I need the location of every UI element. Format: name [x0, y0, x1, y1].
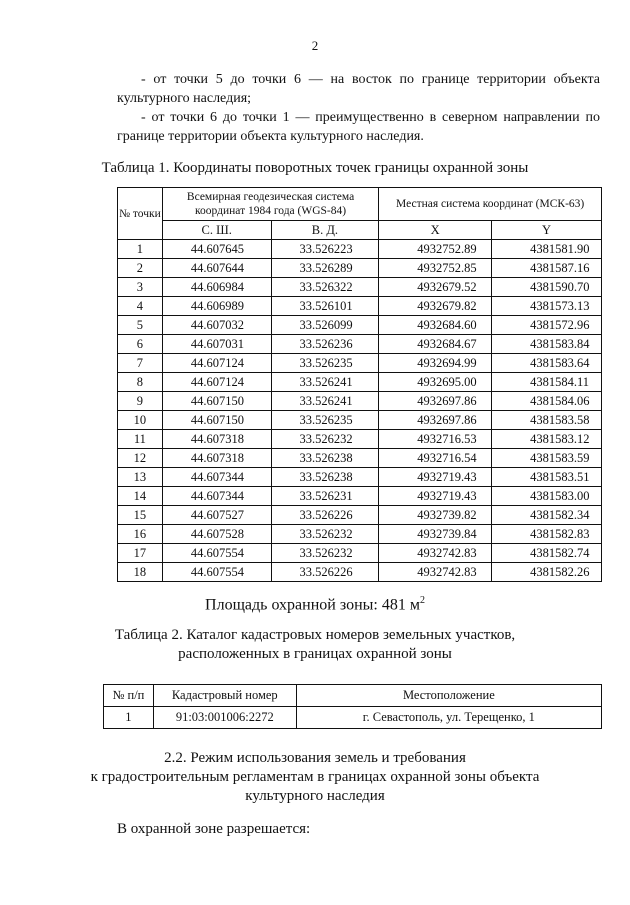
y-coordinate: 4381583.00	[492, 487, 602, 506]
table2-caption-line1: Таблица 2. Каталог кадастровых номеров земельных участков,	[114, 627, 516, 643]
point-number: 16	[118, 525, 163, 544]
longitude: 33.526099	[271, 316, 379, 335]
point-number: 14	[118, 487, 163, 506]
section-title-line3: культурного наследия	[245, 788, 385, 804]
latitude: 44.607124	[162, 354, 271, 373]
longitude: 33.526232	[271, 544, 379, 563]
longitude: 33.526226	[271, 563, 379, 582]
latitude: 44.607554	[162, 563, 271, 582]
header-msk: Местная система координат (МСК-63)	[379, 188, 602, 221]
point-number: 7	[118, 354, 163, 373]
longitude: 33.526236	[271, 335, 379, 354]
x-coordinate: 4932684.60	[379, 316, 492, 335]
table2-caption-line2: расположенных в границах охранной зоны	[178, 646, 452, 662]
y-coordinate: 4381583.12	[492, 430, 602, 449]
latitude: 44.607318	[162, 430, 271, 449]
latitude: 44.607645	[162, 240, 271, 259]
latitude: 44.607150	[162, 411, 271, 430]
subheader-y: Y	[492, 221, 602, 240]
latitude: 44.607344	[162, 487, 271, 506]
latitude: 44.607032	[162, 316, 271, 335]
table-row	[118, 392, 602, 411]
table-row	[118, 449, 602, 468]
y-coordinate: 4381583.58	[492, 411, 602, 430]
area-text: Площадь охранной зоны: 481 $м^2$	[205, 595, 425, 614]
longitude: 33.526238	[271, 449, 379, 468]
y-coordinate: 4381583.59	[492, 449, 602, 468]
x-coordinate: 4932695.00	[379, 373, 492, 392]
table1-caption: Таблица 1. Координаты поворотных точек границы охранной зоны	[101, 160, 529, 176]
table-row	[118, 430, 602, 449]
longitude: 33.526322	[271, 278, 379, 297]
longitude: 33.526223	[271, 240, 379, 259]
point-number: 18	[118, 563, 163, 582]
latitude: 44.607644	[162, 259, 271, 278]
latitude: 44.606984	[162, 278, 271, 297]
point-number: 5	[118, 316, 163, 335]
y-coordinate: 4381590.70	[492, 278, 602, 297]
point-number: 17	[118, 544, 163, 563]
point-number: 12	[118, 449, 163, 468]
coordinates-table	[117, 187, 602, 582]
x-coordinate: 4932679.52	[379, 278, 492, 297]
table-row	[118, 506, 602, 525]
x-coordinate: 4932716.54	[379, 449, 492, 468]
y-coordinate: 4381583.64	[492, 354, 602, 373]
row-location: г. Севастополь, ул. Терещенко, 1	[296, 707, 601, 729]
point-number: 11	[118, 430, 163, 449]
page-number: 2	[311, 38, 319, 53]
point-number: 6	[118, 335, 163, 354]
longitude: 33.526238	[271, 468, 379, 487]
point-number: 1	[118, 240, 163, 259]
latitude: 44.607528	[162, 525, 271, 544]
x-coordinate: 4932697.86	[379, 392, 492, 411]
x-coordinate: 4932752.89	[379, 240, 492, 259]
subheader-lon: В. Д.	[271, 221, 379, 240]
table-row	[118, 525, 602, 544]
longitude: 33.526232	[271, 525, 379, 544]
y-coordinate: 4381572.96	[492, 316, 602, 335]
table-row	[118, 335, 602, 354]
x-coordinate: 4932684.67	[379, 335, 492, 354]
point-number: 3	[118, 278, 163, 297]
table-row	[118, 563, 602, 582]
row-index: 1	[104, 707, 154, 729]
y-coordinate: 4381583.84	[492, 335, 602, 354]
latitude: 44.607344	[162, 468, 271, 487]
longitude: 33.526231	[271, 487, 379, 506]
header-point-no: № точки	[118, 188, 163, 240]
row-cadastral: 91:03:001006:2272	[153, 707, 296, 729]
longitude: 33.526235	[271, 354, 379, 373]
section-title-line1: 2.2. Режим использования земель и требования	[164, 750, 466, 766]
point-number: 4	[118, 297, 163, 316]
point-number: 13	[118, 468, 163, 487]
paragraph-2: - от точки 6 до точки 1 — преимущественно в северном направлении по границе территории объекта культурного наследия.	[117, 110, 600, 144]
x-coordinate: 4932679.82	[379, 297, 492, 316]
x-coordinate: 4932716.53	[379, 430, 492, 449]
point-number: 15	[118, 506, 163, 525]
y-coordinate: 4381573.13	[492, 297, 602, 316]
longitude: 33.526226	[271, 506, 379, 525]
y-coordinate: 4381582.26	[492, 563, 602, 582]
longitude: 33.526241	[271, 392, 379, 411]
x-coordinate: 4932719.43	[379, 487, 492, 506]
table-row	[118, 316, 602, 335]
longitude: 33.526241	[271, 373, 379, 392]
x-coordinate: 4932697.86	[379, 411, 492, 430]
final-paragraph: В охранной зоне разрешается:	[117, 821, 311, 837]
table-row	[118, 373, 602, 392]
latitude: 44.606989	[162, 297, 271, 316]
point-number: 9	[118, 392, 163, 411]
latitude: 44.607527	[162, 506, 271, 525]
subheader-x: X	[379, 221, 492, 240]
latitude: 44.607150	[162, 392, 271, 411]
table-row	[118, 278, 602, 297]
x-coordinate: 4932742.83	[379, 563, 492, 582]
y-coordinate: 4381584.06	[492, 392, 602, 411]
table-row	[118, 259, 602, 278]
table-row	[118, 411, 602, 430]
header-wgs: Всемирная геодезическая система координат 1984 года (WGS-84)	[162, 188, 378, 221]
y-coordinate: 4381583.51	[492, 468, 602, 487]
table-row	[118, 354, 602, 373]
longitude: 33.526235	[271, 411, 379, 430]
latitude: 44.607031	[162, 335, 271, 354]
y-coordinate: 4381582.74	[492, 544, 602, 563]
table-row	[118, 487, 602, 506]
header-cadastral: Кадастровый номер	[153, 685, 296, 707]
latitude: 44.607318	[162, 449, 271, 468]
longitude: 33.526289	[271, 259, 379, 278]
table-row	[118, 468, 602, 487]
point-number: 10	[118, 411, 163, 430]
latitude: 44.607124	[162, 373, 271, 392]
x-coordinate: 4932752.85	[379, 259, 492, 278]
subheader-lat: С. Ш.	[162, 221, 271, 240]
point-number: 2	[118, 259, 163, 278]
x-coordinate: 4932694.99	[379, 354, 492, 373]
table-row	[118, 544, 602, 563]
y-coordinate: 4381582.83	[492, 525, 602, 544]
table-row	[118, 240, 602, 259]
table-row	[104, 707, 602, 729]
longitude: 33.526101	[271, 297, 379, 316]
x-coordinate: 4932739.84	[379, 525, 492, 544]
x-coordinate: 4932739.82	[379, 506, 492, 525]
section-title-line2: к градостроительным регламентам в границах охранной зоны объекта	[90, 769, 540, 785]
y-coordinate: 4381584.11	[492, 373, 602, 392]
y-coordinate: 4381582.34	[492, 506, 602, 525]
latitude: 44.607554	[162, 544, 271, 563]
longitude: 33.526232	[271, 430, 379, 449]
table-row	[118, 297, 602, 316]
y-coordinate: 4381581.90	[492, 240, 602, 259]
x-coordinate: 4932742.83	[379, 544, 492, 563]
x-coordinate: 4932719.43	[379, 468, 492, 487]
cadastral-table	[103, 684, 602, 729]
header-index: № п/п	[104, 685, 154, 707]
header-location: Местоположение	[296, 685, 601, 707]
paragraph-1: - от точки 5 до точки 6 — на восток по границе территории объекта культурного наследия;	[117, 72, 600, 106]
point-number: 8	[118, 373, 163, 392]
y-coordinate: 4381587.16	[492, 259, 602, 278]
